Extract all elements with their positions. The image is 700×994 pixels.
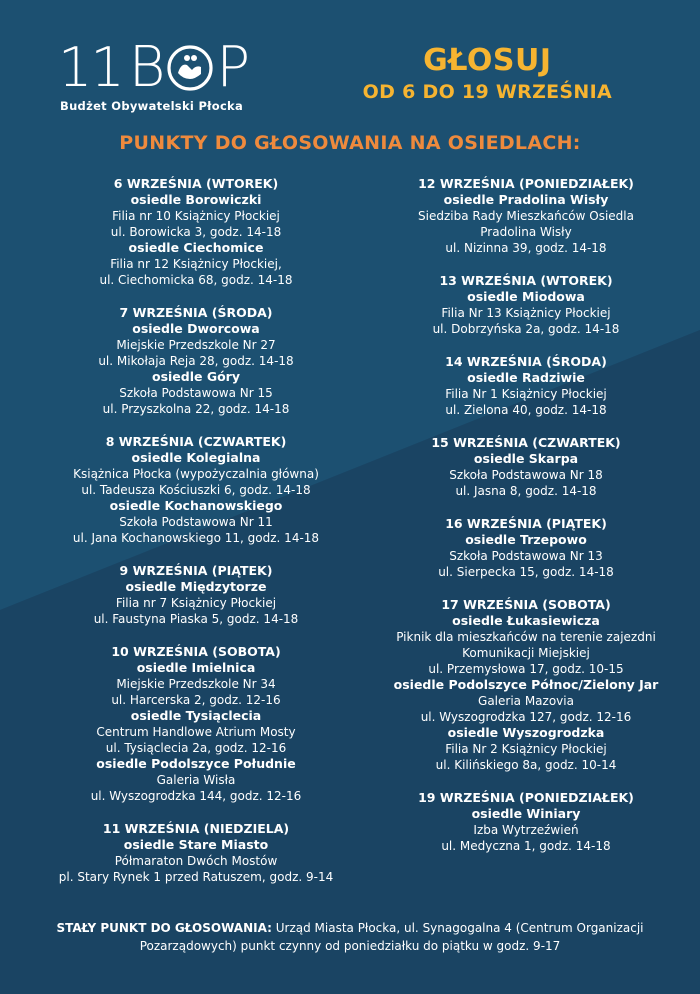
estate-name: osiedle Tysiąclecia	[130, 708, 262, 723]
location-line: ul. Mikołaja Reja 28, godz. 14-18	[98, 354, 294, 368]
voting-day	[26, 563, 366, 627]
location-line: ul. Borowicka 3, godz. 14-18	[110, 225, 282, 239]
day-heading: 14 WRZEŚNIA (ŚRODA)	[445, 354, 607, 369]
logo-number: 11	[58, 36, 123, 99]
location-line: ul. Przyszkolna 22, godz. 14-18	[102, 402, 290, 416]
estate-name: osiedle Skarpa	[473, 451, 579, 466]
permanent-voting-point	[40, 919, 660, 955]
estate-name: osiedle Miodowa	[467, 289, 585, 304]
location-line: ul. Wyszogrodzka 127, godz. 12-16	[420, 710, 632, 724]
voting-day	[356, 176, 696, 256]
estate-name: osiedle Góry	[151, 369, 240, 384]
location-line: Filia nr 7 Książnicy Płockiej	[115, 596, 277, 610]
location-line: Filia nr 10 Książnicy Płockiej	[112, 209, 280, 223]
location-line: Filia nr 12 Książnicy Płockiej,	[110, 257, 282, 271]
day-heading: 10 WRZEŚNIA (SOBOTA)	[111, 644, 281, 659]
location-line: ul. Zielona 40, godz. 14-18	[445, 403, 607, 417]
day-heading: 19 WRZEŚNIA (PONIEDZIAŁEK)	[418, 790, 634, 805]
estate-name: osiedle Wyszogrodzka	[447, 725, 605, 740]
day-heading: 6 WRZEŚNIA (WTOREK)	[113, 176, 279, 191]
voting-day	[356, 273, 696, 337]
location-line: ul. Sierpecka 15, godz. 14-18	[438, 565, 614, 579]
footer-label: STAŁY PUNKT DO GŁOSOWANIA:	[56, 921, 272, 935]
right-column	[356, 176, 696, 871]
logo-subtitle: Budżet Obywatelski Płocka	[60, 99, 244, 113]
estate-name: osiedle Radziwie	[467, 370, 585, 385]
estate-name: osiedle Borowiczki	[130, 192, 262, 207]
location-line: ul. Ciechomicka 68, godz. 14-18	[99, 273, 293, 287]
location-line: Szkoła Podstawowa Nr 18	[449, 468, 603, 482]
voting-day	[26, 434, 366, 546]
location-line: Pradolina Wisły	[480, 225, 572, 239]
location-line: Filia Nr 1 Książnicy Płockiej	[445, 387, 607, 401]
voting-day	[26, 305, 366, 417]
day-heading: 8 WRZEŚNIA (CZWARTEK)	[105, 434, 287, 449]
voting-day	[26, 176, 366, 288]
estate-name: osiedle Imielnica	[136, 660, 256, 675]
location-line: ul. Wyszogrodzka 144, godz. 12-16	[90, 789, 302, 803]
location-line: Filia Nr 2 Książnicy Płockiej	[445, 742, 607, 756]
location-line: Komunikacji Miejskiej	[462, 646, 590, 660]
voting-day	[26, 821, 366, 885]
voting-day	[356, 790, 696, 854]
location-line: Półmaraton Dwóch Mostów	[114, 854, 278, 868]
estate-name: osiedle Stare Miasto	[123, 837, 269, 852]
location-line: Galeria Mazovia	[478, 694, 574, 708]
bop-logo	[58, 35, 250, 113]
location-line: Siedziba Rady Mieszkańców Osiedla	[418, 209, 634, 223]
estate-name: osiedle Trzepowo	[465, 532, 587, 547]
estate-name: osiedle Podolszyce Północ/Zielony Jar	[393, 677, 659, 692]
hands-heart-icon	[165, 43, 215, 93]
location-line: Szkoła Podstawowa Nr 13	[449, 549, 603, 563]
location-line: Izba Wytrzeźwień	[473, 823, 579, 837]
estate-name: osiedle Dworcowa	[132, 321, 260, 336]
location-line: ul. Tysiąclecia 2a, godz. 12-16	[105, 741, 287, 755]
vote-dates: OD 6 DO 19 WRZEŚNIA	[362, 81, 612, 103]
estate-name: osiedle Pradolina Wisły	[443, 192, 609, 207]
section-title: PUNKTY DO GŁOSOWANIA NA OSIEDLACH:	[119, 132, 581, 154]
location-line: ul. Dobrzyńska 2a, godz. 14-18	[432, 322, 620, 336]
estate-name: osiedle Podolszyce Południe	[96, 756, 296, 771]
location-line: ul. Kilińskiego 8a, godz. 10-14	[435, 758, 617, 772]
estate-name: osiedle Ciechomice	[128, 240, 264, 255]
location-line: Szkoła Podstawowa Nr 11	[119, 515, 273, 529]
location-line: ul. Nizinna 39, godz. 14-18	[445, 241, 607, 255]
location-line: Filia Nr 13 Książnicy Płockiej	[441, 306, 611, 320]
location-line: ul. Jana Kochanowskiego 11, godz. 14-18	[72, 531, 320, 545]
logo-letter-b: B	[128, 35, 165, 100]
location-line: pl. Stary Rynek 1 przed Ratuszem, godz. 9-14	[58, 870, 334, 884]
location-line: ul. Przemysłowa 17, godz. 10-15	[428, 662, 624, 676]
day-heading: 16 WRZEŚNIA (PIĄTEK)	[445, 516, 607, 531]
day-heading: 7 WRZEŚNIA (ŚRODA)	[119, 305, 273, 320]
location-line: Szkoła Podstawowa Nr 15	[119, 386, 273, 400]
logo-letter-p: P	[216, 35, 250, 100]
estate-name: osiedle Kolegialna	[131, 450, 261, 465]
location-line: ul. Harcerska 2, godz. 12-16	[111, 693, 281, 707]
estate-name: osiedle Łukasiewicza	[452, 613, 600, 628]
voting-day	[356, 516, 696, 580]
location-line: Centrum Handlowe Atrium Mosty	[96, 725, 296, 739]
estate-name: osiedle Kochanowskiego	[109, 498, 283, 513]
voting-day	[26, 644, 366, 804]
day-heading: 13 WRZEŚNIA (WTOREK)	[439, 273, 613, 288]
vote-header	[363, 43, 612, 105]
footer-text: Urząd Miasta Płocka, ul. Synagogalna 4 (Centrum Organizacji Pozarządowych) punkt czynny od poniedziałku do piątku w godz. 9-17	[139, 921, 644, 953]
day-heading: 17 WRZEŚNIA (SOBOTA)	[441, 597, 611, 612]
location-line: Piknik dla mieszkańców na terenie zajezdni	[396, 630, 656, 644]
location-line: ul. Tadeusza Kościuszki 6, godz. 14-18	[81, 483, 311, 497]
day-heading: 15 WRZEŚNIA (CZWARTEK)	[431, 435, 621, 450]
voting-day	[356, 597, 696, 773]
vote-title: GŁOSUJ	[423, 43, 552, 78]
voting-day	[356, 354, 696, 418]
day-heading: 12 WRZEŚNIA (PONIEDZIAŁEK)	[418, 176, 634, 191]
location-line: ul. Medyczna 1, godz. 14-18	[441, 839, 611, 853]
location-line: Galeria Wisła	[156, 773, 236, 787]
location-line: ul. Jasna 8, godz. 14-18	[455, 484, 597, 498]
estate-name: osiedle Międzytorze	[125, 579, 267, 594]
day-heading: 11 WRZEŚNIA (NIEDZIELA)	[102, 821, 290, 836]
day-heading: 9 WRZEŚNIA (PIĄTEK)	[119, 563, 273, 578]
location-line: Miejskie Przedszkole Nr 27	[116, 338, 276, 352]
location-line: Miejskie Przedszkole Nr 34	[116, 677, 276, 691]
location-line: Książnica Płocka (wypożyczalnia główna)	[73, 467, 319, 481]
estate-name: osiedle Winiary	[471, 806, 581, 821]
voting-day	[356, 435, 696, 499]
left-column	[26, 176, 366, 902]
location-line: ul. Faustyna Piaska 5, godz. 14-18	[93, 612, 299, 626]
